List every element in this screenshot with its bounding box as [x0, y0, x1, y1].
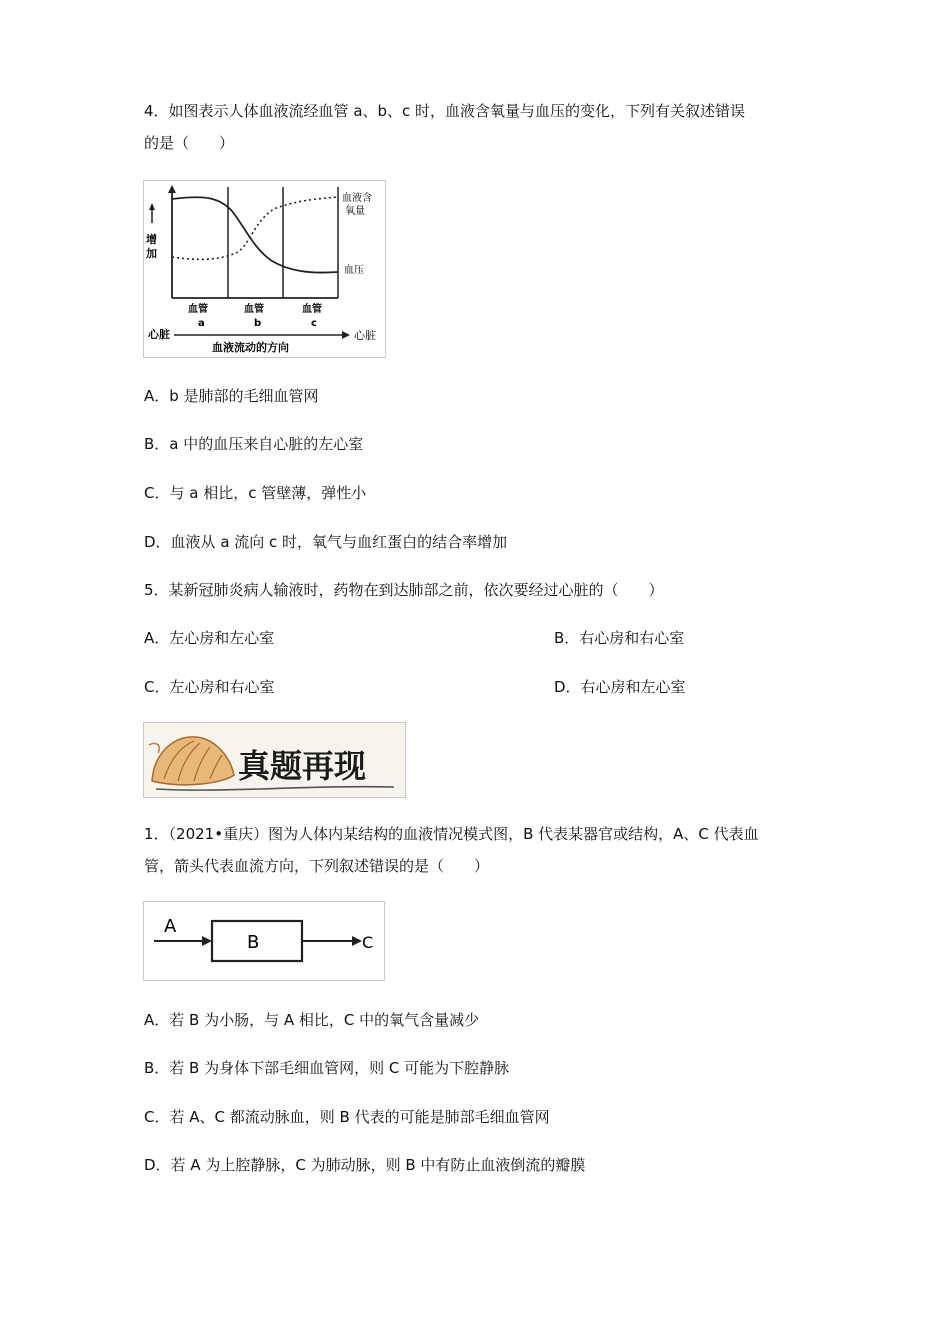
vessel-b-name: 血管 — [244, 304, 264, 315]
vessel-c-letter: c — [311, 318, 317, 329]
q5-option-d: D．右心房和左心室 — [554, 678, 686, 696]
q4-option-b: B．a 中的血压来自心脏的左心室 — [144, 435, 364, 453]
q5-option-a: A．左心房和左心室 — [144, 629, 275, 647]
arrow-b-c-head — [352, 936, 362, 946]
direction-arrow-head — [342, 331, 350, 339]
r1-stem-line2: 管，箭头代表血流方向，下列叙述错误的是（ ） — [144, 857, 490, 875]
vessel-c-name: 血管 — [302, 304, 322, 315]
label-oxygen-2: 氧量 — [345, 206, 365, 217]
vessel-a-letter: a — [198, 318, 205, 329]
label-b: B — [247, 932, 260, 953]
vessel-a-name: 血管 — [188, 304, 208, 315]
r1-figure — [143, 901, 385, 981]
blood-pressure-curve — [172, 197, 338, 272]
banner-graphic — [144, 723, 405, 797]
r1-option-c: C．若 A、C 都流动脉血，则 B 代表的可能是肺部毛细血管网 — [144, 1108, 550, 1126]
abc-flow-diagram — [144, 902, 384, 980]
q4-option-a: A．b 是肺部的毛细血管网 — [144, 387, 319, 405]
q4-stem-line2: 的是（ ） — [144, 134, 235, 152]
q4-figure — [143, 180, 386, 358]
label-pressure: 血压 — [344, 265, 364, 276]
label-a: A — [164, 916, 177, 937]
increase-arrow-head — [149, 203, 155, 210]
heart-left-label: 心脏 — [148, 328, 170, 341]
section-banner — [143, 722, 406, 798]
q4-option-c: C．与 a 相比，c 管壁薄，弹性小 — [144, 484, 367, 502]
r1-option-d: D．若 A 为上腔静脉，C 为肺动脉，则 B 中有防止血液倒流的瓣膜 — [144, 1156, 586, 1174]
r1-option-b: B．若 B 为身体下部毛细血管网，则 C 可能为下腔静脉 — [144, 1059, 510, 1077]
arrow-a-b-head — [202, 936, 212, 946]
label-increase-2: 加 — [146, 247, 157, 260]
y-axis-arrow — [168, 185, 176, 193]
r1-option-a: A．若 B 为小肠，与 A 相比，C 中的氧气含量减少 — [144, 1011, 480, 1029]
heart-right-label: 心脏 — [354, 329, 376, 342]
label-oxygen-1: 血液含 — [342, 193, 372, 204]
q5-stem: 5．某新冠肺炎病人输液时，药物在到达肺部之前，依次要经过心脏的（ ） — [144, 581, 664, 599]
oxygen-curve — [172, 197, 338, 259]
label-increase-1: 增 — [146, 233, 157, 246]
q5-option-c: C．左心房和右心室 — [144, 678, 275, 696]
direction-label: 血液流动的方向 — [212, 341, 289, 354]
q4-stem-line1: 4．如图表示人体血液流经血管 a、b、c 时，血液含氧量与血压的变化，下列有关叙述错误 — [144, 102, 746, 120]
banner-title: 真题再现 — [238, 747, 367, 785]
label-c: C — [362, 933, 374, 952]
q4-option-d: D．血液从 a 流向 c 时，氧气与血红蛋白的结合率增加 — [144, 533, 508, 551]
blood-oxygen-pressure-graph — [144, 181, 385, 357]
vessel-b-letter: b — [254, 318, 262, 329]
r1-stem-line1: 1．（2021•重庆）图为人体内某结构的血液情况模式图，B 代表某器官或结构，A、C 代表血 — [144, 825, 759, 843]
q5-option-b: B．右心房和右心室 — [554, 629, 685, 647]
